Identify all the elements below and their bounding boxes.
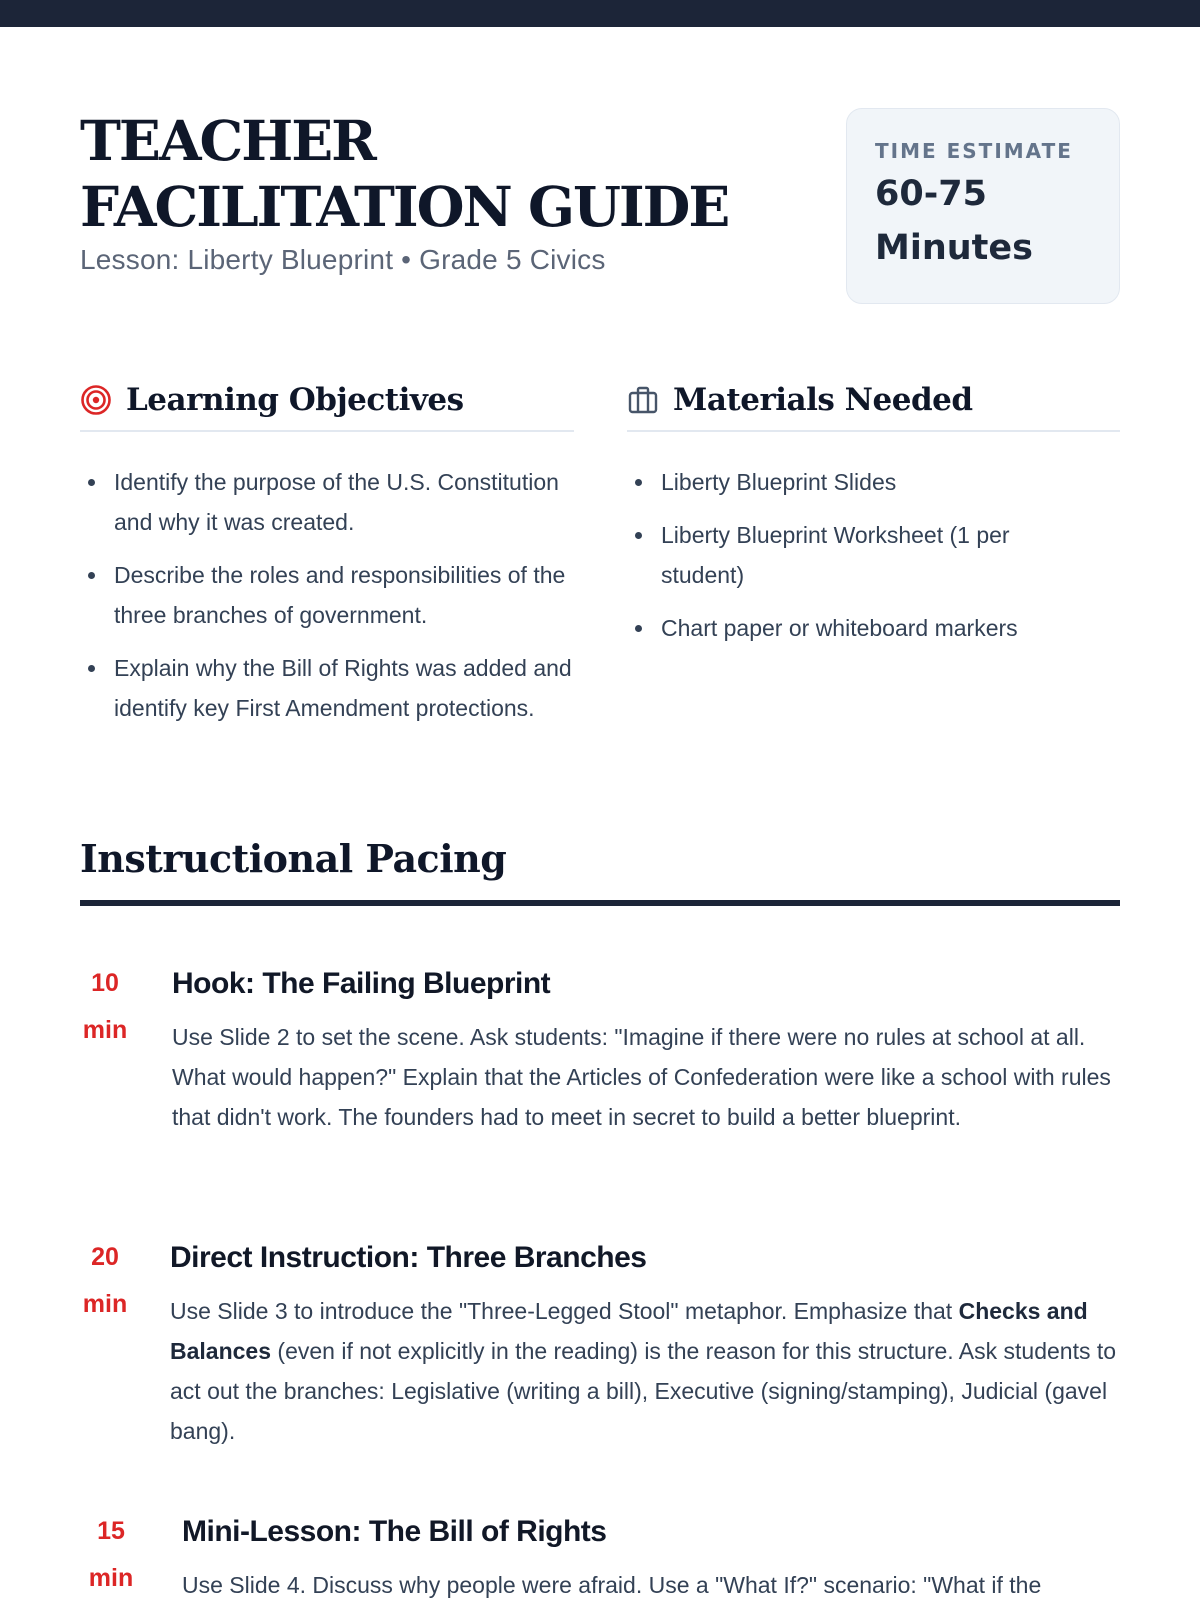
pacing-heading: Hook: The Failing Blueprint bbox=[172, 967, 551, 1000]
pacing-text: Use Slide 4. Discuss why people were afraid. Use a "What If?" scenario: "What if the bbox=[182, 1572, 1042, 1598]
time-estimate-label: TIME ESTIMATE bbox=[875, 139, 1073, 163]
section-divider bbox=[80, 900, 1120, 906]
pacing-text-part: Use Slide 3 to introduce the "Three-Legged Stool" metaphor. Emphasize that bbox=[170, 1298, 959, 1324]
pacing-heading: Direct Instruction: Three Branches bbox=[170, 1241, 647, 1274]
time-estimate-card bbox=[846, 108, 1120, 304]
list-item: Explain why the Bill of Rights was added and identify key First Amendment protections. bbox=[80, 648, 580, 728]
list-item: Describe the roles and responsibilities of the three branches of government. bbox=[80, 555, 580, 635]
briefcase-icon bbox=[627, 384, 659, 416]
pacing-time: 15 min bbox=[88, 1517, 134, 1592]
materials-list bbox=[627, 462, 1097, 661]
list-item: Identify the purpose of the U.S. Constitution and why it was created. bbox=[80, 462, 580, 542]
pacing-heading: Mini-Lesson: The Bill of Rights bbox=[182, 1515, 607, 1548]
pacing-text-bold: Checks and Balances bbox=[170, 1298, 1088, 1364]
objectives-header bbox=[80, 370, 574, 432]
target-icon bbox=[80, 384, 112, 416]
materials-title: Materials Needed bbox=[673, 382, 973, 418]
objectives-title: Learning Objectives bbox=[126, 382, 464, 418]
page-subtitle: Lesson: Liberty Blueprint • Grade 5 Civics bbox=[80, 244, 606, 275]
pacing-time: 20 min bbox=[82, 1243, 128, 1318]
pacing-body bbox=[172, 960, 1125, 1137]
list-item: Liberty Blueprint Worksheet (1 per student) bbox=[627, 515, 1097, 595]
top-bar bbox=[0, 0, 1200, 27]
pacing-time: 10 min bbox=[82, 969, 128, 1044]
list-item: Chart paper or whiteboard markers bbox=[627, 608, 1097, 648]
pacing-body bbox=[182, 1508, 1125, 1600]
pacing-body bbox=[170, 1234, 1125, 1451]
list-item: Liberty Blueprint Slides bbox=[627, 462, 1097, 502]
pacing-text-part: (even if not explicitly in the reading) is the reason for this structure. Ask students to act out the branches: Legislative (writing a bill), Executive (signing/stamping), Judicial (gavel bang). bbox=[170, 1338, 1117, 1444]
pacing-text: Use Slide 2 to set the scene. Ask students: "Imagine if there were no rules at school at all. What would happen?" Explain that the Articles of Confederation were like a school with rules that didn't work. The founders had to meet in secret to build a better blueprint. bbox=[172, 1024, 1111, 1130]
pacing-title: Instructional Pacing bbox=[80, 836, 507, 881]
page-title: TEACHER FACILITATION GUIDE bbox=[80, 108, 729, 239]
objectives-list bbox=[80, 462, 580, 741]
time-estimate-value: 60-75 Minutes bbox=[875, 174, 1033, 268]
materials-header bbox=[627, 370, 1120, 432]
pacing-text bbox=[170, 1291, 1125, 1451]
